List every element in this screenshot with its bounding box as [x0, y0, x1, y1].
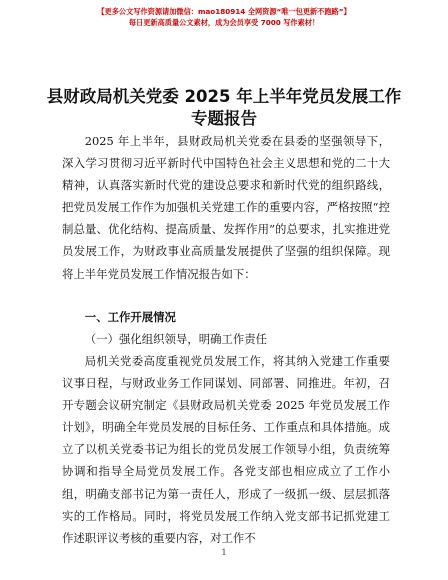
section-heading: 一、工作开展情况: [84, 310, 176, 324]
page-number: 1: [221, 548, 227, 557]
subsection-heading: （一）强化组织领导，明确工作责任: [84, 332, 268, 346]
promo-banner: [0, 6, 448, 28]
document-title-line2: 专题报告: [191, 109, 257, 128]
body-paragraph: 局机关党委高度重视党员发展工作，将其纳入党建工作重要议事日程，与财政业务工作同谋划、同部署、同推进。年初，召开专题会议研究制定《县财政局机关党委 2025 年党员发展工作计划》，明确全年党员发展的目标任务、工作重点和具体措施。成立了以机关党委书记为组长的党员发展工作领导小组，负责统筹协调和指导全局党员发展工作。各党支部也相应成立了工作小组，明确支部书记为第一责任人，形成了一级抓一级、层层抓落实的工作格局。同时，将党员发展工作纳入党支部书记抓党建工作述职评议考核的重要内容，对工作不: [62, 354, 390, 545]
document-title-line1: 县财政局机关党委 2025 年上半年党员发展工作: [46, 87, 402, 106]
promo-banner-line2: 每日更新高质量公文素材，成为会员享受 7000 写作素材！: [128, 18, 320, 27]
promo-banner-line1: 【更多公文写作资源请加微信：mao180914 全网资源“唯一包更新不跑路”】: [97, 7, 351, 16]
intro-paragraph: 2025 年上半年，县财政局机关党委在县委的坚强领导下，深入学习贯彻习近平新时代中国特色社会主义思想和党的二十大精神，认真落实新时代党的建设总要求和新时代党的组织路线，把党员发展工作作为加强机关党建工作的重要内容，严格按照“控制总量、优化结构、提高质量、发挥作用”的总要求，扎实推进党员发展工作，为财政事业高质量发展提供了坚强的组织保障。现将上半年党员发展工作情况报告如下：: [62, 134, 390, 281]
